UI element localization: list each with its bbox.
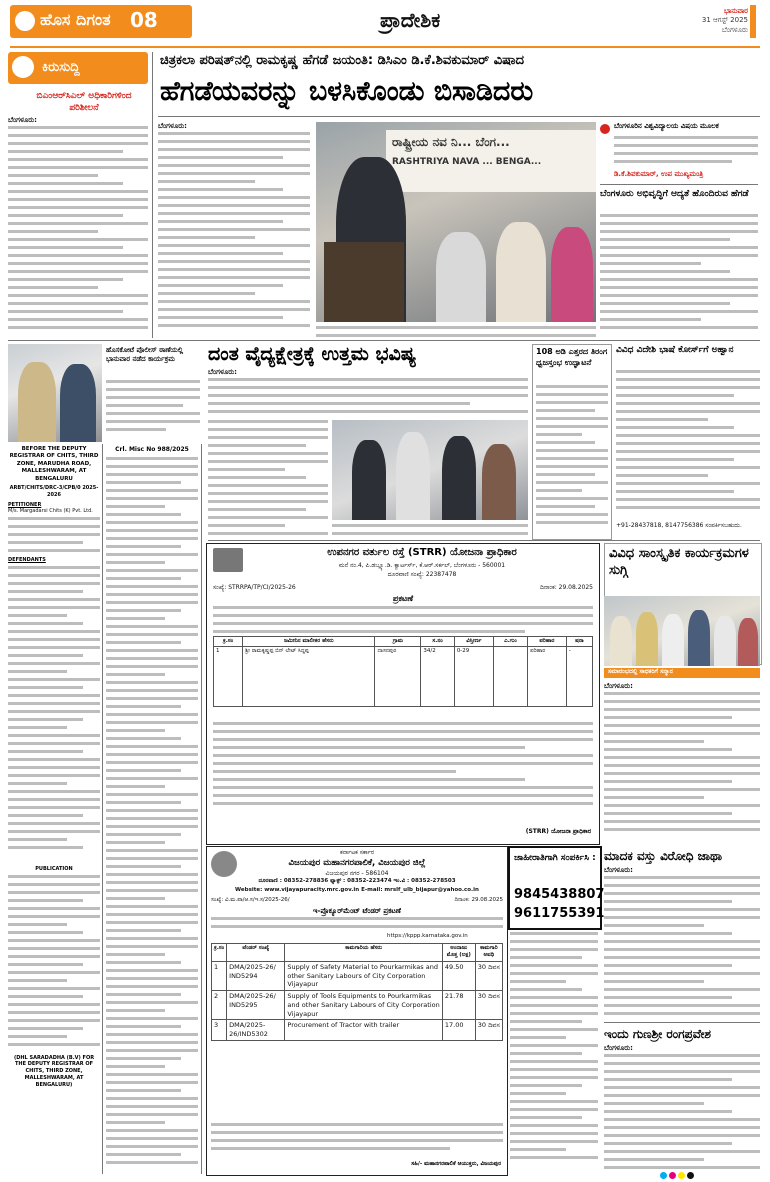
vij-title: ವಿಜಯಪುರ ಮಹಾನಗರಪಾಲಿಕೆ, ವಿಜಯಪುರ ಜಿಲ್ಲೆ <box>288 858 426 868</box>
vij-website: Website: www.vijayapuracity.mrc.gov.in E-mail: mrslf_ulb_bijapur@yahoo.co.in <box>235 887 479 893</box>
gunashri-dateline: ಬೆಂಗಳೂರು: <box>604 1044 633 1052</box>
strr-table-header <box>214 637 593 647</box>
ad-contact-title: ಜಾಹೀರಾತಿಗಾಗಿ ಸಂಪರ್ಕಿಸಿ : <box>514 853 596 863</box>
podium <box>324 242 404 322</box>
development-body <box>600 214 758 338</box>
cyan-dot-icon <box>660 1172 667 1179</box>
vij-date: ದಿನಾಂಕ: 29.08.2025 <box>454 897 503 903</box>
legal-signature: (DHL SARADADHA (B.V) FOR THE DEPUTY REGISTRAR OF CHITS, THIRD ZONE, MALLESHWARAM, AT BENGALURU) <box>13 1054 95 1088</box>
page-number: 08 <box>130 8 158 32</box>
col-header: ಕ್ರ.ಸಂ <box>212 944 227 962</box>
table-cell: ಪರಿಹಾರ <box>528 647 567 707</box>
table-cell: 17.00 <box>442 1020 475 1041</box>
table-cell: Supply of Tools Equipments to Pourkarmikas and other Sanitary Labours of City Corporation Vijayapur <box>285 991 442 1020</box>
col-header: ಪರಿಹಾರ <box>528 637 567 647</box>
table-cell: Procurement of Tractor with trailer <box>285 1020 442 1041</box>
flag-headline: 108 ಅಡಿ ಎತ್ತರದ ತಿರಂಗ ಧ್ವಜಸ್ತಂಭ ಉದ್ಘಾಟನೆ <box>536 347 608 367</box>
legal-divider-2 <box>201 444 202 1174</box>
dental-headline: ದಂತ ವೈದ್ಯಕ್ಷೇತ್ರಕ್ಕೆ ಉತ್ತಮ ಭವಿಷ್ಯ <box>208 343 417 365</box>
legal-body-3 <box>8 875 100 1055</box>
cultural-figure-4 <box>688 610 710 666</box>
table-cell: ಶ್ರೀ ರಾಮಕೃಷ್ಣಪ್ಪ ಬಿನ್ ಲೇಟ್ ಸಿದ್ದಪ್ಪ <box>243 647 375 707</box>
right-brief <box>600 122 758 182</box>
strr-ad <box>206 543 600 845</box>
officer-figure <box>18 362 56 442</box>
strr-emblem-icon <box>213 548 243 572</box>
table-cell: 30 ದಿವಸ <box>475 991 502 1020</box>
vij-phones: ದೂರವಾಣಿ : 08352-278836 ಫ್ಯಾಕ್ಸ್ : 08352-223474 ಇಂ.ವಿ : 08352-278503 <box>258 878 456 884</box>
table-cell: 34/2 <box>421 647 454 707</box>
dental-body-3 <box>332 524 528 538</box>
kiru-suddi-dateline: ಬೆಂಗಳೂರು: <box>8 116 37 124</box>
yellow-dot-icon <box>678 1172 685 1179</box>
table-cell: 3 <box>212 1020 227 1041</box>
flag-story-box <box>532 344 612 540</box>
kiru-suddi-headline: ಬಿಎಂಆರ್‌ಸಿಎಲ್ ಅಧಿಕಾರಿಗಳಿಂದ ಪರಿಶೀಲನೆ <box>36 91 132 114</box>
cultural-dateline: ಬೆಂಗಳೂರು: <box>604 682 633 690</box>
table-cell: 0-29 <box>454 647 493 707</box>
vij-table-header <box>212 944 503 962</box>
vij-ref: ಸಂಖ್ಯೆ: ವಿ.ಮ.ಪಾ/ಆ.ಸ/ಇ.ಸ/2025-26/ <box>211 897 290 903</box>
legal-body-2 <box>8 566 100 866</box>
date-label: 31 ಆಗಸ್ಟ್ 2025 <box>701 16 748 25</box>
hand-icon <box>12 56 34 78</box>
table-row <box>214 647 593 707</box>
cultural-caption <box>604 668 760 678</box>
dental-body-1 <box>208 378 528 418</box>
brief-bullet-icon <box>600 124 610 134</box>
col-header: ಕ್ರ.ಸಂ <box>214 637 243 647</box>
city-label: ಬೆಂಗಳೂರು <box>721 25 748 34</box>
cultural-figure-5 <box>714 616 736 666</box>
right-brief-body <box>614 136 758 168</box>
logo-text: ಹೊಸ ದಿಗಂತ <box>40 10 111 29</box>
col-header: ಜಮೀನಿನ ಮಾಲೀಕರ ಹೆಸರು <box>243 637 375 647</box>
banner-english: RASHTRIYA NAVA ... BENGA... <box>392 157 542 168</box>
vijayapura-tender <box>206 846 508 1176</box>
col-header: ಸ.ನಂ <box>421 637 454 647</box>
dental-dateline: ಬೆಂಗಳೂರು: <box>208 368 237 376</box>
guest-figure-2 <box>496 222 546 322</box>
vij-table <box>211 943 503 1041</box>
color-registration-marks <box>660 1172 696 1180</box>
col-header: ವಿಸ್ತೀರ್ಣ <box>454 637 493 647</box>
section-rule-2 <box>208 540 760 541</box>
ad-phone-2: 9611755391 <box>514 906 605 921</box>
section-title: ಪ್ರಾದೇಶಿಕ <box>380 8 441 32</box>
col-header: ಅಂದಾಜು ಮೊತ್ತ (ಲಕ್ಷ) <box>442 944 475 962</box>
legal-col2-body <box>106 457 198 1177</box>
table-cell: DMA/2025-26/ IND5294 <box>227 961 285 990</box>
col-header: ಕಾಮಗಾರಿಯ ಹೆಸರು <box>285 944 442 962</box>
vij-notice-label: ಇ-ಪ್ರೊಕ್ಯೂರ್‌ಮೆಂಟ್ ಟೆಂಡರ್ ಪ್ರಕಟಣೆ <box>313 907 401 915</box>
small-notices <box>510 932 598 1172</box>
black-dot-icon <box>687 1172 694 1179</box>
table-cell: 2 <box>212 991 227 1020</box>
col-header: ಎ.ಗುಂ <box>493 637 527 647</box>
legal-court: BEFORE THE DEPUTY REGISTRAR OF CHITS, THIRD ZONE, MARUDHA ROAD, MALLESHWARAM, AT BENGALURU <box>9 446 99 482</box>
strr-phone: ದೂರವಾಣಿ ಸಂಖ್ಯೆ: 22387478 <box>387 571 457 578</box>
kiru-suddi-body <box>8 126 148 338</box>
table-cell: 30 ದಿವಸ <box>475 961 502 990</box>
drug-rally-rule <box>604 1022 760 1023</box>
col-header: ಟೆಂಡರ್ ಸಂಖ್ಯೆ <box>227 944 285 962</box>
col-header: ಕಾಮಗಾರಿ ಅವಧಿ <box>475 944 502 962</box>
police-caption: ಹೊಸಕೋಟೆ ಪೊಲೀಸ್ ಠಾಣೆಯಲ್ಲಿ ಭಾನುವಾರ ನಡೆದ ಕಾರ್ಯಕ್ರಮ <box>106 346 184 364</box>
table-cell: DMA/2025-26/ IND5295 <box>227 991 285 1020</box>
strr-date: ದಿನಾಂಕ: 29.08.2025 <box>540 584 593 591</box>
drug-rally-body <box>604 876 760 1020</box>
vij-closing-body <box>211 1123 503 1153</box>
table-cell: 21.78 <box>442 991 475 1020</box>
cultural-photo <box>604 596 760 666</box>
right-brief-headline: ಬೆಂಗಳೂರಿನ ವಿಶ್ವವಿದ್ಯಾಲಯ ವಿಷಯ ಮೂಲಕ <box>614 122 719 130</box>
column-divider <box>152 52 153 338</box>
cultural-figure-2 <box>636 612 658 666</box>
col-header: ಗ್ರಾಮ <box>375 637 421 647</box>
police-photo <box>8 344 102 442</box>
legal-publication-label: PUBLICATION <box>35 865 73 872</box>
drug-rally-headline: ಮಾದಕ ವಸ್ತು ವಿರೋಧಿ ಜಾಥಾ <box>604 849 722 863</box>
vij-gov: ಕರ್ನಾಟಕ ಸರ್ಕಾರ <box>339 849 375 856</box>
table-cell <box>493 647 527 707</box>
lead-headline: ಹೆಗಡೆಯವರನ್ನು ಬಳಸಿಕೊಂಡು ಬಿಸಾಡಿದರು <box>160 76 534 107</box>
lead-kicker: ಚಿತ್ರಕಲಾ ಪರಿಷತ್‌ನಲ್ಲಿ ರಾಮಕೃಷ್ಣ ಹೆಗಡೆ ಜಯಂತಿ: ಡಿಸಿಎಂ ಡಿ.ಕೆ.ಶಿವಕುಮಾರ್ ವಿಷಾದ <box>160 53 524 68</box>
kiru-suddi-label: ಕಿರುಸುದ್ದಿ <box>42 60 80 75</box>
right-brief-byline: ಡಿ.ಕೆ.ಶಿವಕುಮಾರ್, ಉಪ ಮುಖ್ಯಮಂತ್ರಿ <box>614 170 704 178</box>
section-rule-1 <box>8 340 760 341</box>
vij-intro-body <box>211 917 503 933</box>
lead-photo <box>316 122 596 322</box>
day-label: ಭಾನುವಾರ <box>723 7 748 15</box>
table-cell: ದಾಸನಪುರ <box>375 647 421 707</box>
dental-body-2 <box>208 420 328 540</box>
drug-rally-dateline: ಬೆಂಗಳೂರು: <box>604 866 633 874</box>
cultural-body <box>604 692 760 842</box>
legal-case: ARBT/CHITS/DRC-3/CPB/0 2025-2026 <box>9 485 99 498</box>
strr-table <box>213 636 593 707</box>
legal-petitioner-label: PETITIONER <box>8 501 42 508</box>
banner-kannada: ರಾಷ್ಟ್ರೀಯ ನವ ನಿ... ಬೆಂಗ... <box>392 135 510 149</box>
officer-figure-2 <box>60 364 96 442</box>
lead-body-under-photo <box>316 326 596 340</box>
dental-figure-3 <box>442 436 476 520</box>
development-headline: ಬೆಂಗಳೂರು ಅಭಿವೃದ್ಧಿಗೆ ಆದ್ಯತೆ ಹೊಂದಿರುವ ಹೆಗಡೆ <box>600 189 749 199</box>
legal-divider <box>102 444 103 1174</box>
lead-photo-banner <box>386 130 596 192</box>
guest-figure-3 <box>551 227 593 322</box>
brief-rule <box>600 184 758 185</box>
dental-figure-4 <box>482 444 516 520</box>
cultural-caption-text: ಸಮಾರಂಭದಲ್ಲಿ ಸಾಧಕರಿಗೆ ಸನ್ಮಾನ <box>608 668 673 675</box>
magenta-dot-icon <box>669 1172 676 1179</box>
masthead-rule <box>10 46 760 48</box>
table-cell: Supply of Safety Material to Pourkarmikas and other Sanitary Labours of City Corporation Vijayapur <box>285 961 442 990</box>
cultural-figure-1 <box>610 616 632 666</box>
language-phone: +91-28437818, 8147756386 ಸಂಪರ್ಕಿಸಬಹುದು. <box>616 522 742 529</box>
strr-signature: (STRR) ಯೋಜನಾ ಪ್ರಾಧಿಕಾರ <box>525 828 591 835</box>
legal-notice-col2 <box>106 446 198 1177</box>
table-cell: 1 <box>212 961 227 990</box>
lead-dateline: ಬೆಂಗಳೂರು: <box>158 122 187 130</box>
language-headline: ವಿವಿಧ ವಿದೇಶಿ ಭಾಷೆ ಕೋರ್ಸ್‌ಗೆ ಅಹ್ವಾನ <box>616 345 734 355</box>
dental-figure-2 <box>396 432 430 520</box>
legal-notice <box>8 446 100 1088</box>
table-row <box>212 991 503 1020</box>
logo-mark-icon <box>15 11 35 31</box>
dental-figure-1 <box>352 440 386 520</box>
strr-address: ಮನೆ ನಂ.4, ಪಿ.ಡಬ್ಲ್ಯೂ.ಡಿ. ಕ್ವಾರ್ಟರ್ಸ್, ಕೆ.ಆರ್.ಸರ್ಕಲ್, ಬೆಂಗಳೂರು - 560001 <box>338 562 506 569</box>
cultural-figure-3 <box>662 614 684 666</box>
language-body <box>616 370 760 518</box>
table-cell: 30 ದಿವಸ <box>475 1020 502 1041</box>
strr-intro-body <box>213 606 593 634</box>
cultural-headline: ವಿವಿಧ ಸಾಂಸ್ಕೃತಿಕ ಕಾರ್ಯಕ್ರಮಗಳ ಸುಗ್ಗಿ <box>609 546 749 578</box>
cultural-figure-6 <box>738 618 758 666</box>
kiru-suddi-badge <box>8 52 148 84</box>
ad-phone-1: 9845438807 <box>514 887 605 902</box>
gunashri-headline: ಇಂದು ಗುಣಶ್ರೀ ರಂಗಪ್ರವೇಶ <box>604 1027 712 1041</box>
table-cell: 49.50 <box>442 961 475 990</box>
vij-signature: ಸಹಿ/- ಮಹಾನಗರಪಾಲಿಕೆ ಆಯುಕ್ತರು, ವಿಜಯಪುರ <box>411 1161 501 1167</box>
guest-figure-1 <box>436 232 486 322</box>
flag-body <box>536 385 608 535</box>
police-caption-body <box>106 380 200 440</box>
corner-strip <box>750 5 756 38</box>
gunashri-body <box>604 1054 760 1174</box>
newspaper-logo <box>10 5 192 38</box>
legal-body-1 <box>8 517 100 557</box>
col-header: ಷರಾ <box>566 637 592 647</box>
vij-portal: https://kppp.karnataka.gov.in <box>387 933 468 939</box>
table-cell: - <box>566 647 592 707</box>
table-row <box>212 961 503 990</box>
strr-closing-body <box>213 722 593 812</box>
lead-rule <box>158 116 760 117</box>
strr-title: ಉಪನಗರ ವರ್ತುಲ ರಸ್ತೆ (STRR) ಯೋಜನಾ ಪ್ರಾಧಿಕಾರ <box>327 547 517 558</box>
masthead-date <box>660 7 748 35</box>
table-row <box>212 1020 503 1041</box>
dental-photo <box>332 420 528 520</box>
legal-misc-no: Crl. Misc No 988/2025 <box>115 446 189 453</box>
strr-notice-label: ಪ್ರಕಟಣೆ <box>392 594 414 603</box>
lead-body-col1 <box>158 132 310 338</box>
legal-respondents-label: DEFENDANTS <box>8 557 46 564</box>
strr-ref: ಸಂಖ್ಯೆ: STRRPA/TP/CI/2025-26 <box>213 584 296 591</box>
masthead <box>10 5 760 45</box>
vij-pin: ವಿಜಯಪುರ ನಗರ - 586104 <box>325 870 389 877</box>
table-cell: DMA/2025-26/IND5302 <box>227 1020 285 1041</box>
legal-petitioner: M/s. Margadarsi Chits (K) Pvt. Ltd. <box>8 508 93 515</box>
ad-contact <box>508 846 605 930</box>
table-cell: 1 <box>214 647 243 707</box>
